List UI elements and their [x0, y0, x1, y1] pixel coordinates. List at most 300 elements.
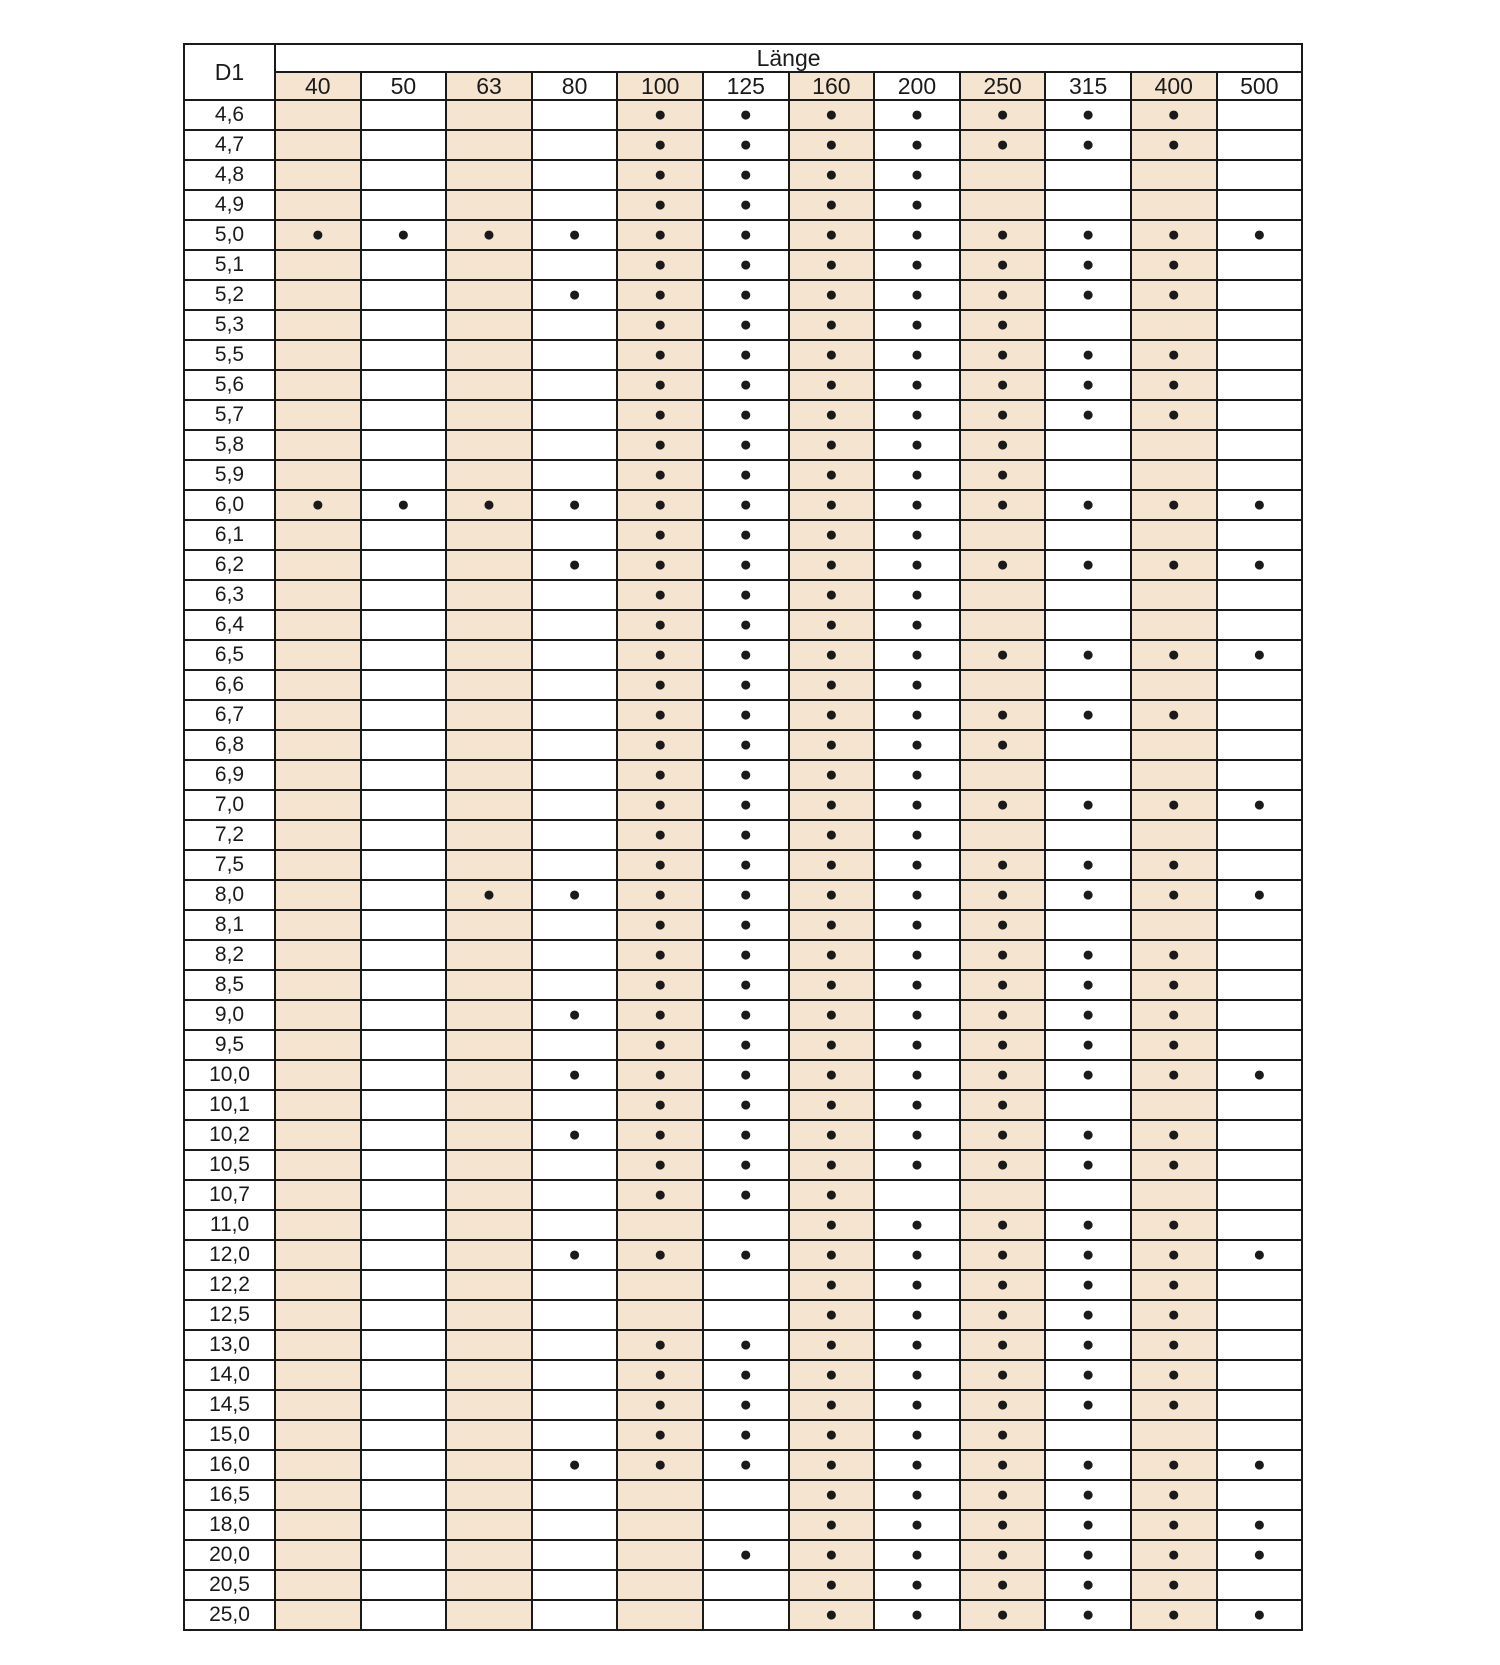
empty-cell [446, 460, 532, 490]
empty-cell [960, 580, 1046, 610]
empty-cell [1131, 730, 1217, 760]
empty-cell [1217, 1270, 1303, 1300]
availability-dot: ● [703, 1330, 789, 1360]
availability-dot: ● [532, 1060, 618, 1090]
empty-cell [361, 1300, 447, 1330]
empty-cell [275, 1090, 361, 1120]
empty-cell [1045, 910, 1131, 940]
empty-cell [1217, 100, 1303, 130]
empty-cell [446, 340, 532, 370]
empty-cell [275, 430, 361, 460]
availability-dot: ● [789, 280, 875, 310]
empty-cell [874, 1180, 960, 1210]
availability-dot: ● [789, 1570, 875, 1600]
d1-value: 25,0 [184, 1600, 275, 1630]
table-row [184, 610, 1302, 640]
availability-dot: ● [874, 1300, 960, 1330]
empty-cell [532, 1600, 618, 1630]
table-row [184, 910, 1302, 940]
empty-cell [446, 550, 532, 580]
table-row [184, 550, 1302, 580]
table-row [184, 760, 1302, 790]
availability-dot: ● [960, 1420, 1046, 1450]
availability-dot: ● [960, 490, 1046, 520]
availability-dot: ● [617, 970, 703, 1000]
table-row [184, 520, 1302, 550]
availability-dot: ● [1131, 1450, 1217, 1480]
availability-dot: ● [703, 1390, 789, 1420]
availability-dot: ● [960, 250, 1046, 280]
empty-cell [446, 1000, 532, 1030]
empty-cell [275, 1330, 361, 1360]
empty-cell [1217, 670, 1303, 700]
availability-dot: ● [789, 640, 875, 670]
availability-dot: ● [617, 190, 703, 220]
empty-cell [1217, 460, 1303, 490]
empty-cell [1217, 1330, 1303, 1360]
availability-dot: ● [1131, 490, 1217, 520]
availability-dot: ● [874, 670, 960, 700]
availability-dot: ● [703, 880, 789, 910]
table-row [184, 1060, 1302, 1090]
availability-dot: ● [789, 1540, 875, 1570]
availability-dot: ● [1131, 1270, 1217, 1300]
d1-value: 14,5 [184, 1390, 275, 1420]
availability-dot: ● [960, 970, 1046, 1000]
empty-cell [275, 1060, 361, 1090]
availability-dot: ● [703, 1150, 789, 1180]
empty-cell [361, 1180, 447, 1210]
empty-cell [361, 550, 447, 580]
availability-dot: ● [703, 760, 789, 790]
empty-cell [446, 370, 532, 400]
table-row [184, 670, 1302, 700]
availability-dot: ● [789, 520, 875, 550]
availability-dot: ● [703, 580, 789, 610]
column-header-160: 160 [789, 72, 875, 100]
availability-dot: ● [874, 1090, 960, 1120]
empty-cell [1045, 760, 1131, 790]
empty-cell [532, 1210, 618, 1240]
empty-cell [1217, 310, 1303, 340]
availability-dot: ● [789, 460, 875, 490]
availability-dot: ● [1045, 1330, 1131, 1360]
empty-cell [1217, 1420, 1303, 1450]
availability-dot: ● [617, 340, 703, 370]
table-row [184, 460, 1302, 490]
d1-value: 7,0 [184, 790, 275, 820]
empty-cell [275, 1390, 361, 1420]
availability-dot: ● [789, 340, 875, 370]
availability-dot: ● [703, 190, 789, 220]
availability-table [183, 43, 1303, 1631]
availability-dot: ● [960, 340, 1046, 370]
availability-dot: ● [1045, 1300, 1131, 1330]
availability-dot: ● [874, 1120, 960, 1150]
empty-cell [275, 310, 361, 340]
availability-dot: ● [617, 820, 703, 850]
empty-cell [361, 820, 447, 850]
availability-dot: ● [1131, 220, 1217, 250]
availability-dot: ● [617, 1420, 703, 1450]
empty-cell [361, 850, 447, 880]
empty-cell [532, 160, 618, 190]
empty-cell [275, 700, 361, 730]
availability-dot: ● [960, 1060, 1046, 1090]
availability-dot: ● [874, 820, 960, 850]
empty-cell [446, 610, 532, 640]
availability-dot: ● [532, 880, 618, 910]
availability-dot: ● [617, 940, 703, 970]
d1-value: 8,1 [184, 910, 275, 940]
empty-cell [361, 130, 447, 160]
empty-cell [1045, 1180, 1131, 1210]
empty-cell [703, 1210, 789, 1240]
availability-dot: ● [960, 1510, 1046, 1540]
availability-dot: ● [532, 1000, 618, 1030]
availability-dot: ● [789, 910, 875, 940]
empty-cell [361, 1360, 447, 1390]
d1-value: 7,5 [184, 850, 275, 880]
empty-cell [703, 1300, 789, 1330]
availability-dot: ● [1131, 1390, 1217, 1420]
column-header-50: 50 [361, 72, 447, 100]
availability-dot: ● [960, 550, 1046, 580]
empty-cell [617, 1300, 703, 1330]
empty-cell [532, 850, 618, 880]
availability-dot: ● [617, 580, 703, 610]
availability-dot: ● [874, 220, 960, 250]
d1-value: 12,2 [184, 1270, 275, 1300]
availability-dot: ● [1217, 1060, 1303, 1090]
availability-dot: ● [703, 1360, 789, 1390]
availability-dot: ● [874, 970, 960, 1000]
table-row [184, 640, 1302, 670]
table-row [184, 1570, 1302, 1600]
laenge-group-header: Länge [275, 44, 1302, 72]
availability-dot: ● [960, 1390, 1046, 1420]
empty-cell [532, 520, 618, 550]
empty-cell [361, 880, 447, 910]
empty-cell [1045, 580, 1131, 610]
column-header-500: 500 [1217, 72, 1303, 100]
availability-dot: ● [703, 1450, 789, 1480]
empty-cell [446, 130, 532, 160]
availability-dot: ● [874, 190, 960, 220]
availability-dot: ● [789, 550, 875, 580]
table-row [184, 1000, 1302, 1030]
availability-dot: ● [1045, 280, 1131, 310]
availability-dot: ● [960, 220, 1046, 250]
empty-cell [1045, 190, 1131, 220]
empty-cell [960, 820, 1046, 850]
empty-cell [361, 1210, 447, 1240]
empty-cell [361, 700, 447, 730]
availability-dot: ● [960, 1030, 1046, 1060]
empty-cell [1217, 910, 1303, 940]
empty-cell [532, 910, 618, 940]
availability-dot: ● [1045, 1570, 1131, 1600]
availability-dot: ● [789, 1480, 875, 1510]
table-row [184, 970, 1302, 1000]
d1-value: 6,3 [184, 580, 275, 610]
availability-dot: ● [960, 310, 1046, 340]
empty-cell [361, 970, 447, 1000]
empty-cell [1217, 400, 1303, 430]
d1-value: 12,0 [184, 1240, 275, 1270]
d1-value: 8,2 [184, 940, 275, 970]
availability-dot: ● [874, 1450, 960, 1480]
d1-value: 5,1 [184, 250, 275, 280]
d1-value: 10,5 [184, 1150, 275, 1180]
d1-value: 5,8 [184, 430, 275, 460]
empty-cell [1131, 670, 1217, 700]
availability-dot: ● [1131, 370, 1217, 400]
availability-dot: ● [1045, 1450, 1131, 1480]
empty-cell [617, 1210, 703, 1240]
empty-cell [1217, 1210, 1303, 1240]
availability-dot: ● [617, 1060, 703, 1090]
empty-cell [1045, 310, 1131, 340]
availability-dot: ● [874, 730, 960, 760]
empty-cell [1217, 1300, 1303, 1330]
table-row [184, 340, 1302, 370]
availability-dot: ● [960, 940, 1046, 970]
empty-cell [703, 1480, 789, 1510]
availability-dot: ● [532, 1120, 618, 1150]
d1-value: 6,9 [184, 760, 275, 790]
empty-cell [361, 790, 447, 820]
empty-cell [532, 610, 618, 640]
d1-value: 10,0 [184, 1060, 275, 1090]
availability-dot: ● [1045, 790, 1131, 820]
empty-cell [361, 100, 447, 130]
empty-cell [1131, 460, 1217, 490]
availability-dot: ● [703, 640, 789, 670]
table-row [184, 1360, 1302, 1390]
empty-cell [532, 670, 618, 700]
empty-cell [446, 1390, 532, 1420]
empty-cell [532, 310, 618, 340]
availability-dot: ● [960, 1540, 1046, 1570]
availability-dot: ● [1131, 1060, 1217, 1090]
empty-cell [446, 670, 532, 700]
table-row [184, 1510, 1302, 1540]
d1-value: 15,0 [184, 1420, 275, 1450]
availability-dot: ● [874, 760, 960, 790]
availability-dot: ● [703, 1420, 789, 1450]
column-header-100: 100 [617, 72, 703, 100]
availability-dot: ● [703, 1240, 789, 1270]
empty-cell [1217, 1570, 1303, 1600]
availability-dot: ● [617, 520, 703, 550]
availability-dot: ● [874, 550, 960, 580]
availability-dot: ● [617, 430, 703, 460]
availability-dot: ● [1131, 1150, 1217, 1180]
empty-cell [532, 190, 618, 220]
availability-dot: ● [789, 1300, 875, 1330]
empty-cell [1217, 160, 1303, 190]
empty-cell [532, 1180, 618, 1210]
empty-cell [532, 370, 618, 400]
empty-cell [446, 1090, 532, 1120]
table-row [184, 1330, 1302, 1360]
availability-dot: ● [1131, 250, 1217, 280]
availability-dot: ● [617, 1180, 703, 1210]
availability-dot: ● [617, 370, 703, 400]
empty-cell [532, 460, 618, 490]
availability-dot: ● [703, 400, 789, 430]
empty-cell [532, 1420, 618, 1450]
availability-dot: ● [960, 1120, 1046, 1150]
availability-dot: ● [789, 820, 875, 850]
empty-cell [275, 370, 361, 400]
availability-dot: ● [1131, 340, 1217, 370]
empty-cell [446, 190, 532, 220]
availability-dot: ● [1131, 1000, 1217, 1030]
availability-dot: ● [960, 1210, 1046, 1240]
d1-value: 4,7 [184, 130, 275, 160]
column-header-80: 80 [532, 72, 618, 100]
availability-dot: ● [960, 100, 1046, 130]
empty-cell [275, 520, 361, 550]
empty-cell [361, 250, 447, 280]
empty-cell [1217, 850, 1303, 880]
empty-cell [1217, 700, 1303, 730]
availability-dot: ● [789, 850, 875, 880]
empty-cell [703, 1570, 789, 1600]
empty-cell [532, 250, 618, 280]
availability-dot: ● [1217, 790, 1303, 820]
empty-cell [275, 1180, 361, 1210]
availability-dot: ● [703, 850, 789, 880]
empty-cell [532, 1150, 618, 1180]
table-row [184, 880, 1302, 910]
availability-dot: ● [1045, 250, 1131, 280]
empty-cell [1217, 1480, 1303, 1510]
availability-dot: ● [617, 220, 703, 250]
availability-dot: ● [1045, 1390, 1131, 1420]
empty-cell [275, 1000, 361, 1030]
availability-dot: ● [703, 700, 789, 730]
d1-value: 6,1 [184, 520, 275, 550]
table-row [184, 220, 1302, 250]
empty-cell [275, 250, 361, 280]
empty-cell [275, 130, 361, 160]
availability-dot: ● [1045, 1210, 1131, 1240]
column-header-125: 125 [703, 72, 789, 100]
empty-cell [446, 520, 532, 550]
empty-cell [617, 1270, 703, 1300]
table-row [184, 190, 1302, 220]
empty-cell [1045, 1420, 1131, 1450]
table-row [184, 820, 1302, 850]
availability-dot: ● [703, 1090, 789, 1120]
empty-cell [960, 160, 1046, 190]
availability-dot: ● [874, 400, 960, 430]
empty-cell [275, 820, 361, 850]
availability-dot: ● [960, 1570, 1046, 1600]
availability-dot: ● [1131, 130, 1217, 160]
empty-cell [275, 580, 361, 610]
d1-value: 10,1 [184, 1090, 275, 1120]
empty-cell [361, 640, 447, 670]
availability-dot: ● [1217, 1450, 1303, 1480]
empty-cell [361, 400, 447, 430]
d1-value: 20,0 [184, 1540, 275, 1570]
availability-dot: ● [874, 430, 960, 460]
availability-dot: ● [617, 250, 703, 280]
empty-cell [361, 370, 447, 400]
availability-dot: ● [703, 550, 789, 580]
empty-cell [446, 1540, 532, 1570]
empty-cell [1217, 340, 1303, 370]
empty-cell [532, 1300, 618, 1330]
empty-cell [1217, 580, 1303, 610]
availability-dot: ● [703, 100, 789, 130]
empty-cell [1131, 580, 1217, 610]
availability-dot: ● [789, 1210, 875, 1240]
availability-dot: ● [1131, 1240, 1217, 1270]
availability-dot: ● [789, 1600, 875, 1630]
empty-cell [275, 760, 361, 790]
availability-dot: ● [960, 370, 1046, 400]
availability-dot: ● [874, 370, 960, 400]
empty-cell [960, 610, 1046, 640]
availability-dot: ● [617, 850, 703, 880]
empty-cell [446, 580, 532, 610]
availability-dot: ● [1131, 970, 1217, 1000]
empty-cell [275, 1120, 361, 1150]
availability-dot: ● [874, 640, 960, 670]
availability-dot: ● [1045, 100, 1131, 130]
empty-cell [1217, 370, 1303, 400]
availability-dot: ● [703, 970, 789, 1000]
availability-dot: ● [1217, 640, 1303, 670]
availability-dot: ● [617, 100, 703, 130]
availability-dot: ● [1217, 1510, 1303, 1540]
empty-cell [446, 160, 532, 190]
empty-cell [361, 760, 447, 790]
empty-cell [275, 460, 361, 490]
availability-dot: ● [789, 1180, 875, 1210]
d1-value: 6,2 [184, 550, 275, 580]
availability-dot: ● [361, 490, 447, 520]
d1-value: 8,0 [184, 880, 275, 910]
availability-dot: ● [1045, 700, 1131, 730]
availability-dot: ● [789, 220, 875, 250]
empty-cell [1045, 820, 1131, 850]
availability-dot: ● [617, 1000, 703, 1030]
availability-dot: ● [617, 790, 703, 820]
availability-dot: ● [1217, 490, 1303, 520]
availability-dot: ● [789, 430, 875, 460]
empty-cell [275, 1210, 361, 1240]
table-row [184, 730, 1302, 760]
empty-cell [361, 1270, 447, 1300]
empty-cell [361, 1450, 447, 1480]
empty-cell [275, 850, 361, 880]
empty-cell [1131, 190, 1217, 220]
empty-cell [446, 790, 532, 820]
availability-dot: ● [1131, 1600, 1217, 1630]
table-row [184, 250, 1302, 280]
empty-cell [703, 1600, 789, 1630]
availability-dot: ● [1217, 550, 1303, 580]
d1-value: 5,5 [184, 340, 275, 370]
empty-cell [532, 700, 618, 730]
availability-dot: ● [874, 280, 960, 310]
